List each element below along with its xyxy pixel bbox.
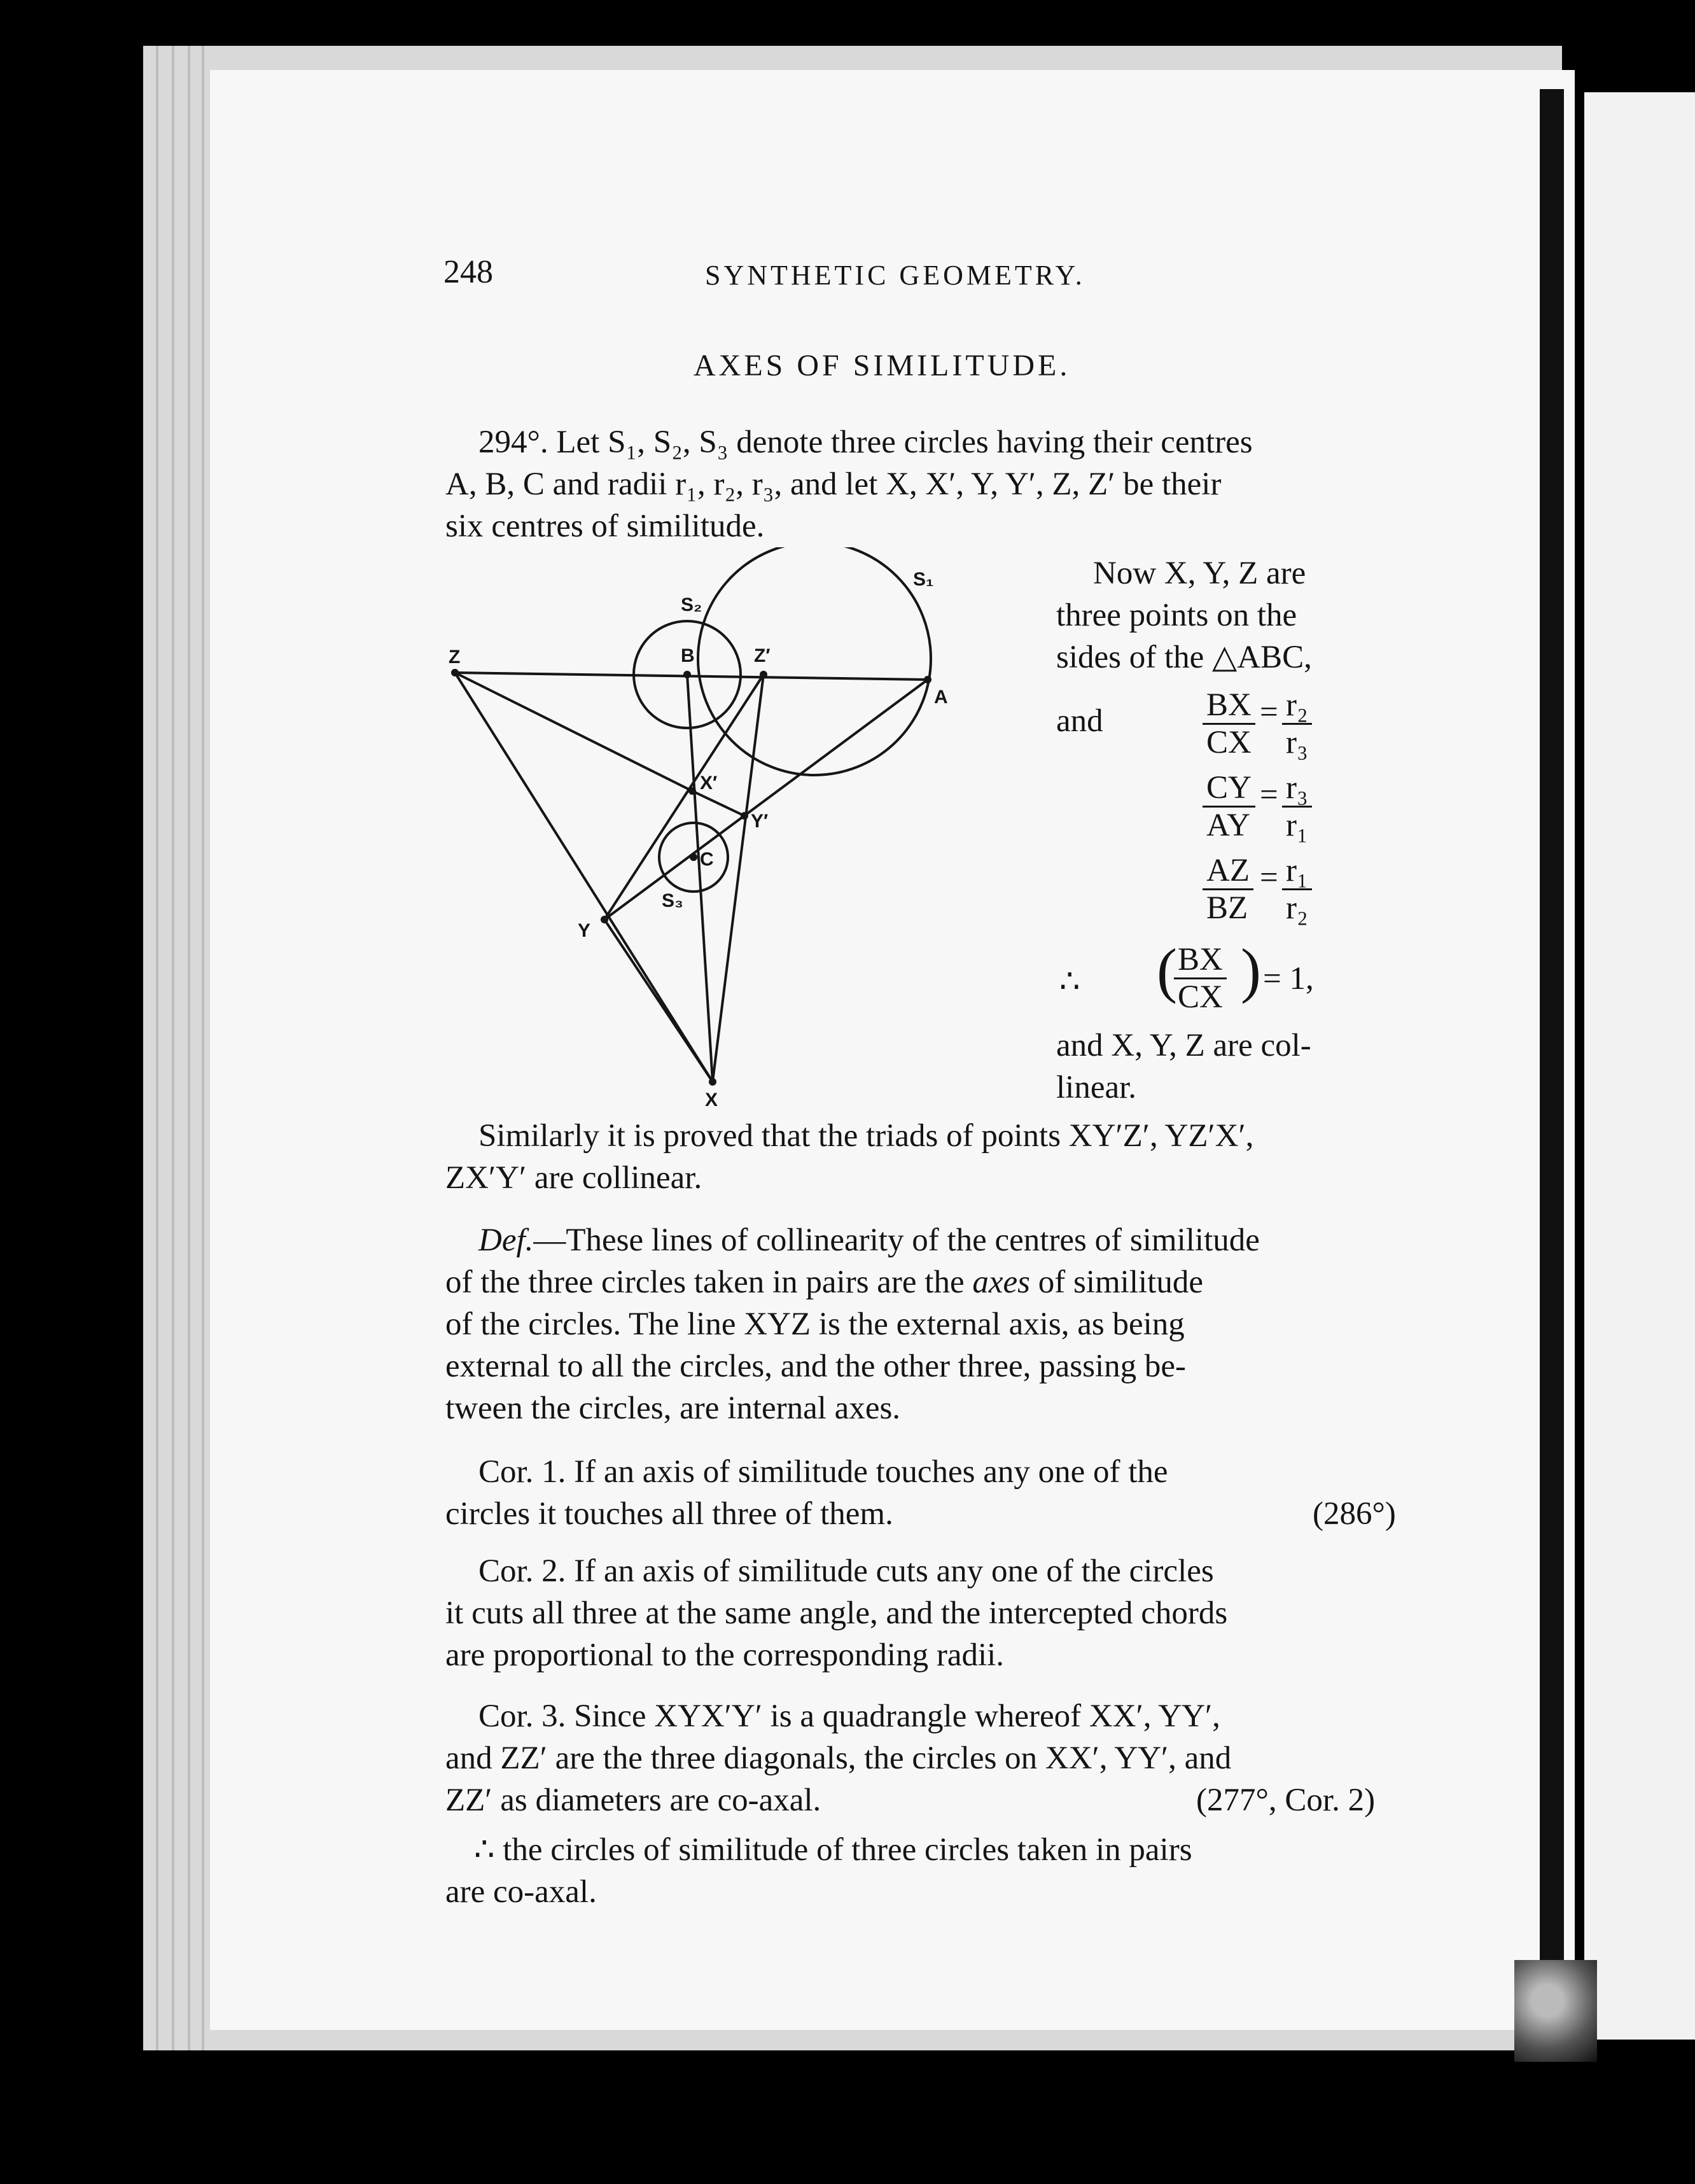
cor2-line-3: are proportional to the corresponding radii. — [445, 1637, 1005, 1673]
label-z: Z — [449, 647, 461, 668]
facing-page-edge — [1584, 92, 1695, 2040]
cor1-line-1: Cor. 1. If an axis of similitude touches any one of the — [478, 1454, 1168, 1490]
label-z-prime: Z′ — [754, 645, 771, 666]
running-title: SYNTHETIC GEOMETRY. — [705, 260, 1085, 291]
product-equals-one: = 1, — [1263, 961, 1314, 997]
line-z-xprime — [455, 673, 692, 791]
point-z-prime — [760, 671, 767, 678]
cor3-line-3: ZZ′ as diameters are co-axal. — [445, 1782, 821, 1818]
point-y — [601, 916, 608, 923]
page-corner-damage — [1514, 1960, 1597, 2062]
def-label: Def. — [478, 1222, 534, 1258]
line-z-x — [455, 673, 713, 1082]
point-a — [924, 676, 931, 683]
therefore-symbol: ∴ — [1059, 964, 1080, 1000]
definition-line-2: of the three circles taken in pairs are the axes of similitude — [445, 1264, 1203, 1300]
label-y: Y — [578, 920, 591, 941]
definition-line-4: external to all the circles, and the other three, passing be- — [445, 1348, 1187, 1384]
cor2-line-2: it cuts all three at the same angle, and the intercepted chords — [445, 1595, 1228, 1631]
fraction-az-bz: $\frac{AZ}{BZ}$ — [1203, 853, 1253, 926]
point-c — [690, 853, 697, 861]
cor3-line-5: are co-axal. — [445, 1874, 597, 1910]
fraction-bx-cx: $\frac{BX}{CX}$ — [1203, 687, 1255, 760]
point-y-prime — [741, 812, 748, 820]
conclusion-line-1: and X, Y, Z are col- — [1056, 1028, 1311, 1063]
intro-line-2: A, B, C and radii r₁, r₂, r₃, and let X, X′, Y, Y′, Z, Z′ be their — [445, 466, 1222, 502]
similitude-figure — [439, 547, 1063, 1120]
label-c: C — [700, 849, 714, 870]
line-b-x — [687, 675, 713, 1082]
equals-1: = — [1260, 694, 1278, 730]
cor3-line-2: and ZZ′ are the three diagonals, the circles on XX′, YY′, and — [445, 1740, 1232, 1776]
side-line-3: sides of the △ABC, — [1056, 640, 1312, 675]
fraction-r3-r1: $\frac{\text{r₃}}{\text{r₁}}$ — [1282, 770, 1312, 843]
line-xprime-yprime — [692, 791, 744, 816]
cor3-reference: (277°, Cor. 2) — [1196, 1782, 1376, 1818]
intro-line-3: six centres of similitude. — [445, 508, 765, 544]
line-zz-prime — [455, 673, 929, 680]
point-z — [451, 669, 459, 676]
definition-line-3: of the circles. The line XYZ is the external axis, as being — [445, 1306, 1185, 1342]
axes-emphasis: axes — [972, 1264, 1030, 1300]
label-x-prime: X′ — [700, 773, 718, 794]
equals-3: = — [1260, 860, 1278, 895]
section-title: AXES OF SIMILITUDE. — [694, 349, 1071, 382]
similarly-line-1: Similarly it is proved that the triads of points XY′Z′, YZ′X′, — [478, 1118, 1254, 1154]
similarly-line-2: ZX′Y′ are collinear. — [445, 1160, 702, 1196]
fraction-cy-ay: $\frac{CY}{AY}$ — [1203, 770, 1255, 843]
label-s3: S₃ — [662, 890, 683, 911]
side-line-2: three points on the — [1056, 598, 1297, 633]
definition-line-5: tween the circles, are internal axes. — [445, 1390, 901, 1426]
page-number: 248 — [443, 254, 493, 290]
equals-2: = — [1260, 777, 1278, 813]
side-line-1: Now X, Y, Z are — [1093, 556, 1306, 591]
definition-line-1: Def.—These lines of collinearity of the centres of similitude — [478, 1222, 1260, 1258]
paren-left: ( — [1157, 936, 1177, 1004]
label-s2: S₂ — [681, 594, 702, 615]
point-x — [709, 1078, 716, 1086]
fraction-product: $\frac{BX}{CX}$ — [1174, 942, 1227, 1015]
point-x-prime — [688, 787, 696, 795]
cor1-line-2: circles it touches all three of them. — [445, 1496, 893, 1532]
label-s1: S₁ — [913, 569, 934, 590]
label-b: B — [681, 645, 695, 666]
figure-svg — [439, 547, 1063, 1120]
cor3-line-4: ∴ the circles of similitude of three circles taken in pairs — [474, 1832, 1192, 1868]
label-y-prime: Y′ — [751, 811, 769, 832]
line-y-x — [604, 920, 713, 1082]
fraction-r2-r3: $\frac{\text{r₂}}{\text{r₃}}$ — [1282, 687, 1312, 760]
cor3-line-1: Cor. 3. Since XYX′Y′ is a quadrangle whereof XX′, YY′, — [478, 1698, 1220, 1734]
cor2-line-1: Cor. 2. If an axis of similitude cuts any one of the circles — [478, 1553, 1214, 1589]
point-b — [683, 671, 691, 678]
circle-s1 — [698, 547, 934, 775]
paren-right: ) — [1241, 936, 1261, 1004]
page-gutter-shadow — [1540, 89, 1564, 2055]
line-y-zprime — [604, 675, 764, 920]
label-a: A — [934, 687, 948, 708]
conclusion-line-2: linear. — [1056, 1070, 1137, 1105]
fraction-r1-r2: $\frac{\text{r₁}}{\text{r₂}}$ — [1282, 853, 1312, 926]
label-x: X — [705, 1089, 718, 1110]
cor1-reference: (286°) — [1313, 1496, 1396, 1532]
intro-line-1: 294°. Let S₁, S₂, S₃ denote three circles having their centres — [478, 424, 1253, 460]
side-and: and — [1056, 703, 1103, 739]
